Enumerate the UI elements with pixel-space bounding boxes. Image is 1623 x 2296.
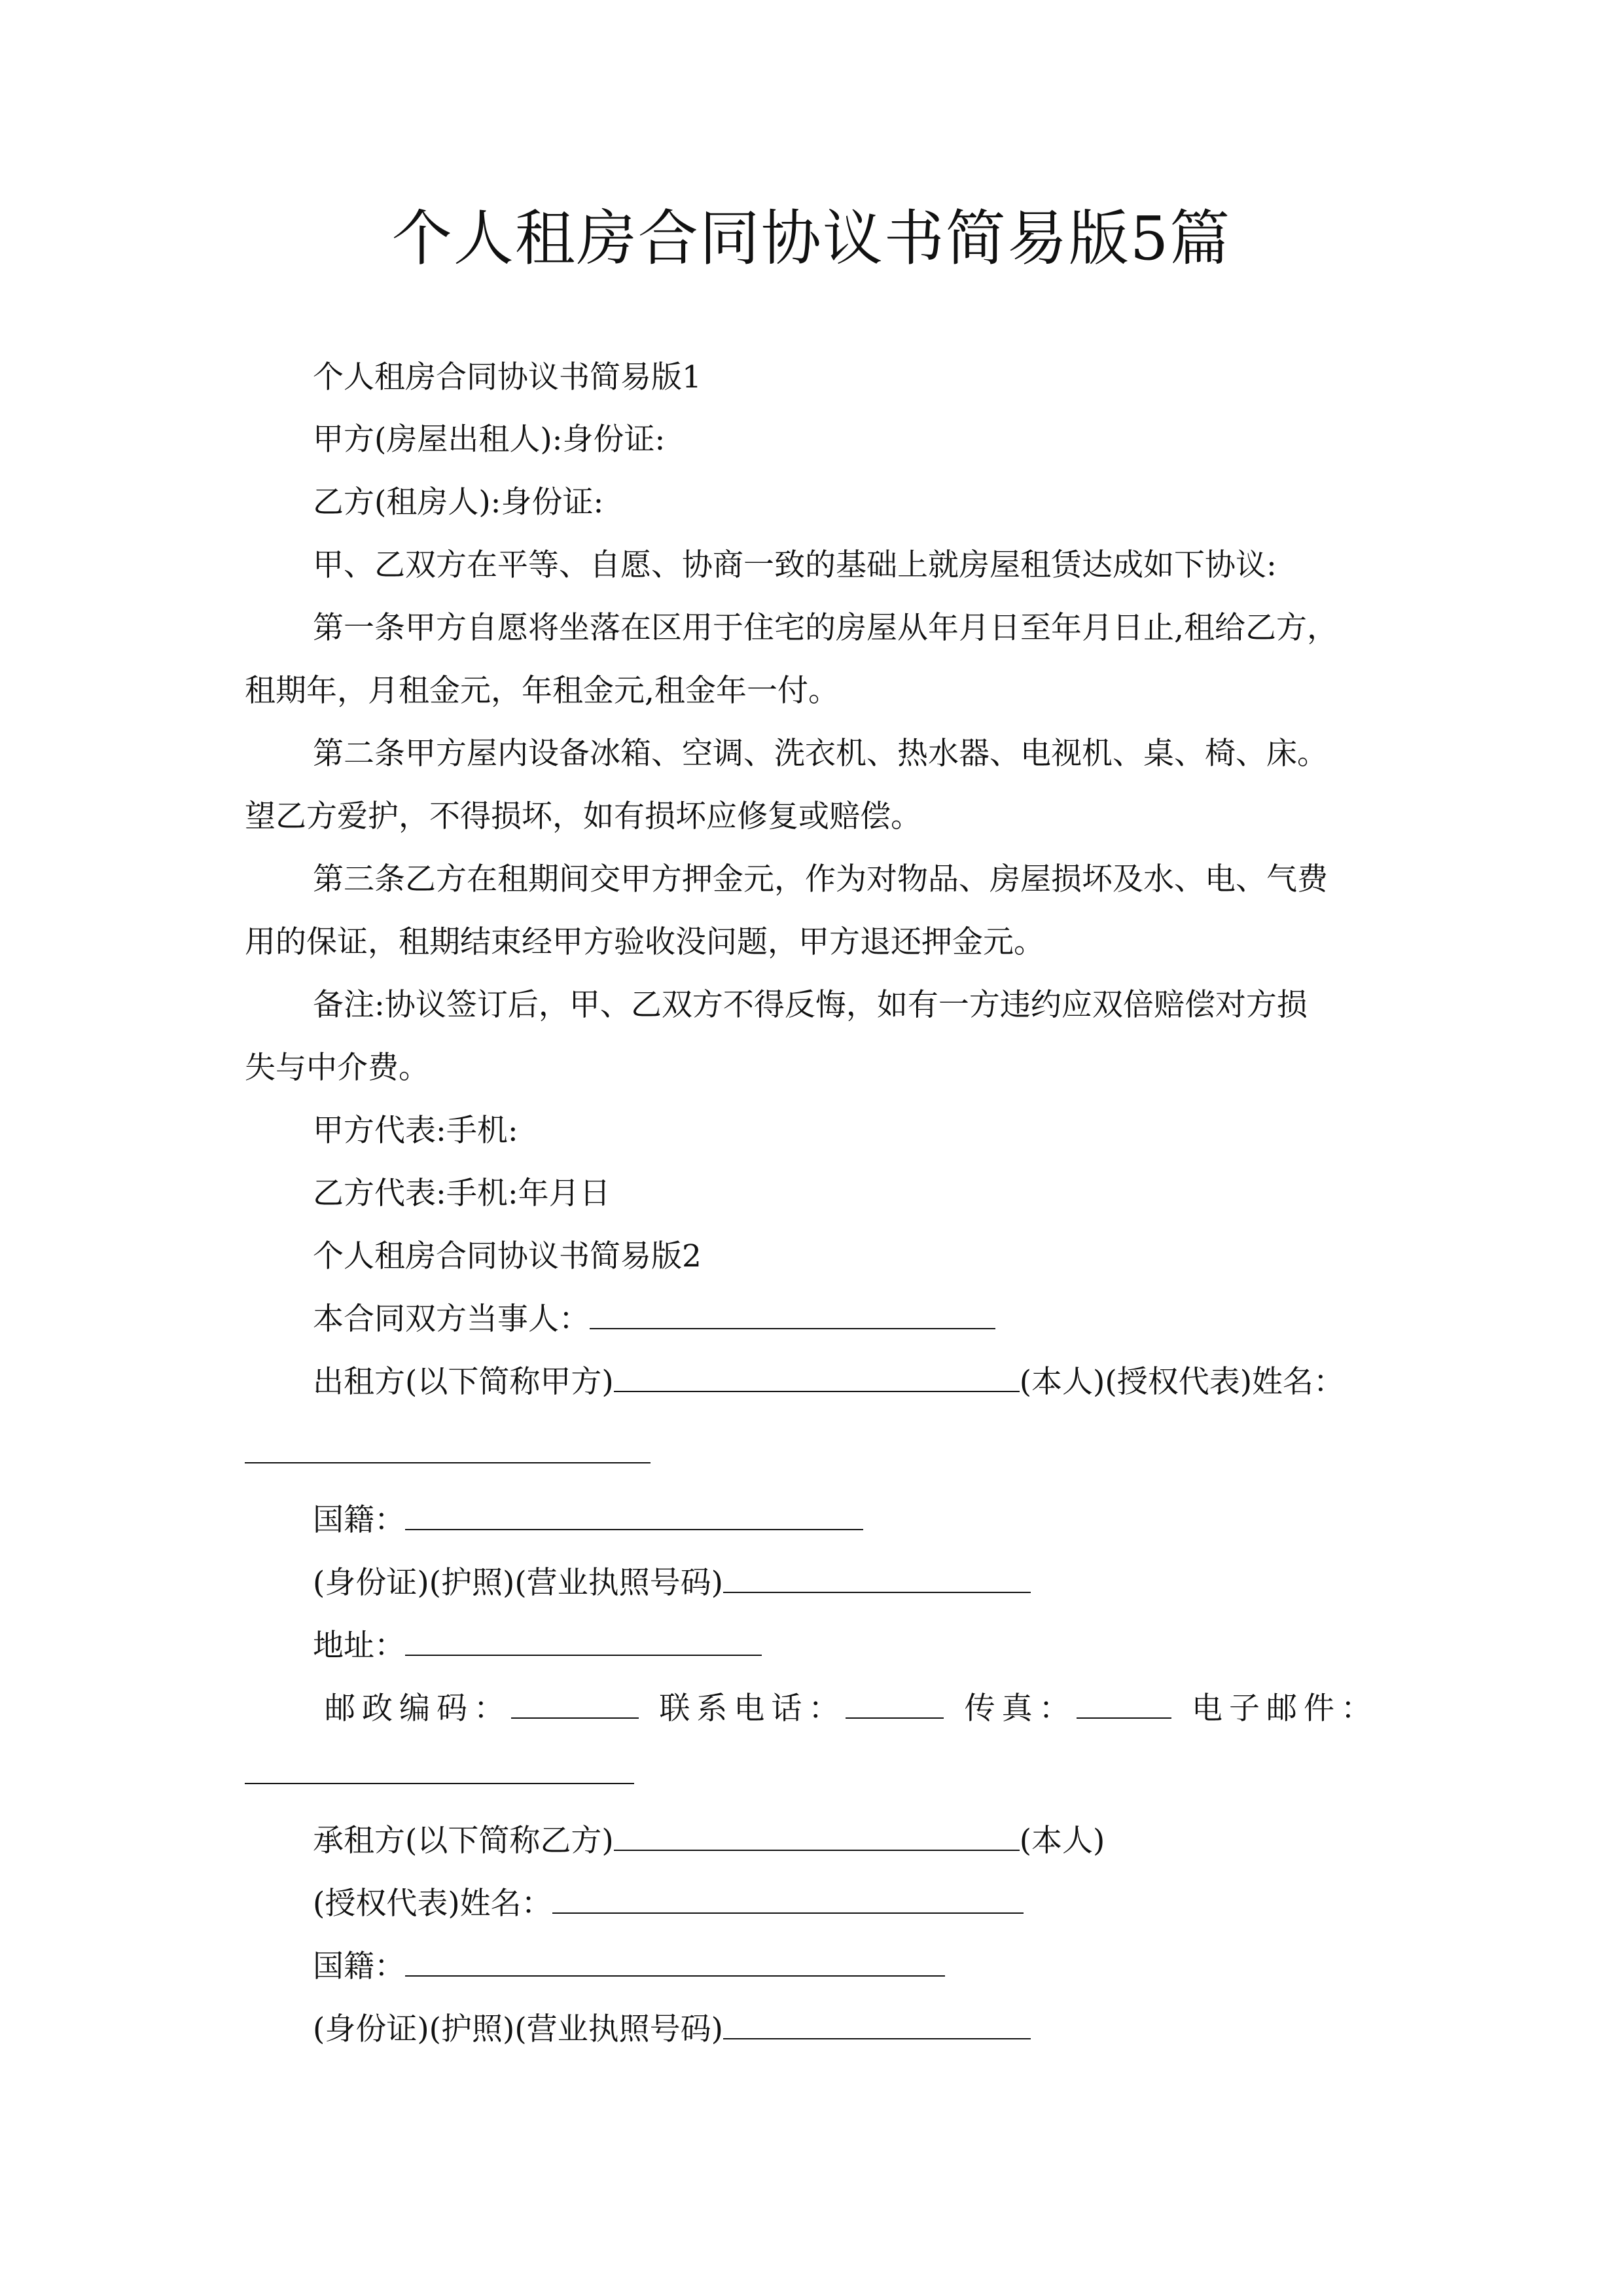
- article2-line2: 望乙方爱护，不得损坏，如有损坏应修复或赔偿。: [245, 798, 921, 834]
- parties-line: [313, 1297, 995, 1342]
- email-label: 电子邮件：: [1191, 1691, 1378, 1727]
- phone-blank[interactable]: [846, 1686, 944, 1719]
- document-title: 个人租房合同协议书简易版5篇: [391, 204, 1232, 274]
- address-blank[interactable]: [405, 1623, 762, 1656]
- fax-group: [965, 1686, 1171, 1732]
- postal-group: [325, 1686, 639, 1732]
- nationality-line: [313, 1498, 863, 1543]
- parties-label: 本合同双方当事人：: [313, 1301, 590, 1337]
- postal-label: 邮政编码：: [325, 1691, 511, 1727]
- intro-paragraph: 甲、乙双方在平等、自愿、协商一致的基础上就房屋租赁达成如下协议:: [313, 547, 1277, 583]
- lessor-blank[interactable]: [614, 1359, 1020, 1392]
- address-label: 地址：: [313, 1628, 405, 1664]
- nationality2-blank[interactable]: [405, 1944, 945, 1977]
- lessor-name-blank[interactable]: [245, 1461, 651, 1463]
- postal-blank[interactable]: [511, 1686, 639, 1719]
- nationality2-label: 国籍：: [313, 1948, 405, 1984]
- id2-blank[interactable]: [723, 2007, 1031, 2039]
- lessor-line: [313, 1359, 1344, 1405]
- lessee-line: [313, 1818, 1105, 1864]
- contact-line: [325, 1686, 1378, 1732]
- lessor-suffix: (本人)(授权代表)姓名：: [1019, 1364, 1345, 1400]
- nationality-blank[interactable]: [405, 1498, 863, 1530]
- email-blank[interactable]: [245, 1782, 634, 1784]
- rep-a-line: 甲方代表:手机:: [313, 1113, 518, 1149]
- phone-label: 联系电话：: [659, 1691, 846, 1727]
- agent-name-line: [313, 1881, 1024, 1927]
- agent-name-blank[interactable]: [552, 1881, 1024, 1914]
- fax-label: 传真：: [964, 1691, 1077, 1727]
- parties-blank[interactable]: [590, 1297, 995, 1329]
- phone-group: [659, 1686, 944, 1732]
- section1-heading: 个人租房合同协议书简易版1: [313, 359, 702, 395]
- id-label: (身份证)(护照)(营业执照号码): [313, 1565, 724, 1601]
- rep-b-line: 乙方代表:手机:年月日: [313, 1175, 611, 1211]
- article3-line2: 用的保证，租期结束经甲方验收没问题，甲方退还押金元。: [245, 924, 1044, 960]
- id-blank[interactable]: [723, 1560, 1031, 1593]
- article1-line1: 第一条甲方自愿将坐落在区用于住宅的房屋从年月日至年月日止,租给乙方，: [313, 610, 1338, 646]
- id-line: [313, 1560, 1031, 1606]
- id2-label: (身份证)(护照)(营业执照号码): [313, 2011, 724, 2047]
- article2-line1: 第二条甲方屋内设备冰箱、空调、洗衣机、热水器、电视机、桌、椅、床。: [313, 736, 1328, 772]
- nationality2-line: [313, 1944, 945, 1990]
- note-line2: 失与中介费。: [245, 1050, 429, 1086]
- party-a-line: 甲方(房屋出租人):身份证:: [313, 422, 666, 457]
- address-line: [313, 1623, 762, 1669]
- agent-name-label: (授权代表)姓名：: [313, 1886, 552, 1922]
- lessor-label: 出租方(以下简称甲方): [313, 1364, 614, 1400]
- lessee-suffix: (本人): [1019, 1823, 1105, 1859]
- fax-blank[interactable]: [1077, 1686, 1171, 1719]
- lessee-label: 承租方(以下简称乙方): [313, 1823, 614, 1859]
- lessee-blank[interactable]: [614, 1818, 1020, 1851]
- section2-heading: 个人租房合同协议书简易版2: [313, 1238, 702, 1274]
- article3-line1: 第三条乙方在租期间交甲方押金元，作为对物品、房屋损坏及水、电、气费: [313, 861, 1328, 897]
- note-line1: 备注:协议签订后，甲、乙双方不得反悔，如有一方违约应双倍赔偿对方损: [313, 987, 1308, 1023]
- article1-line2: 租期年，月租金元，年租金元,租金年一付。: [245, 673, 839, 709]
- id2-line: [313, 2007, 1031, 2053]
- party-b-line: 乙方(租房人):身份证:: [313, 484, 604, 520]
- nationality-label: 国籍：: [313, 1502, 405, 1538]
